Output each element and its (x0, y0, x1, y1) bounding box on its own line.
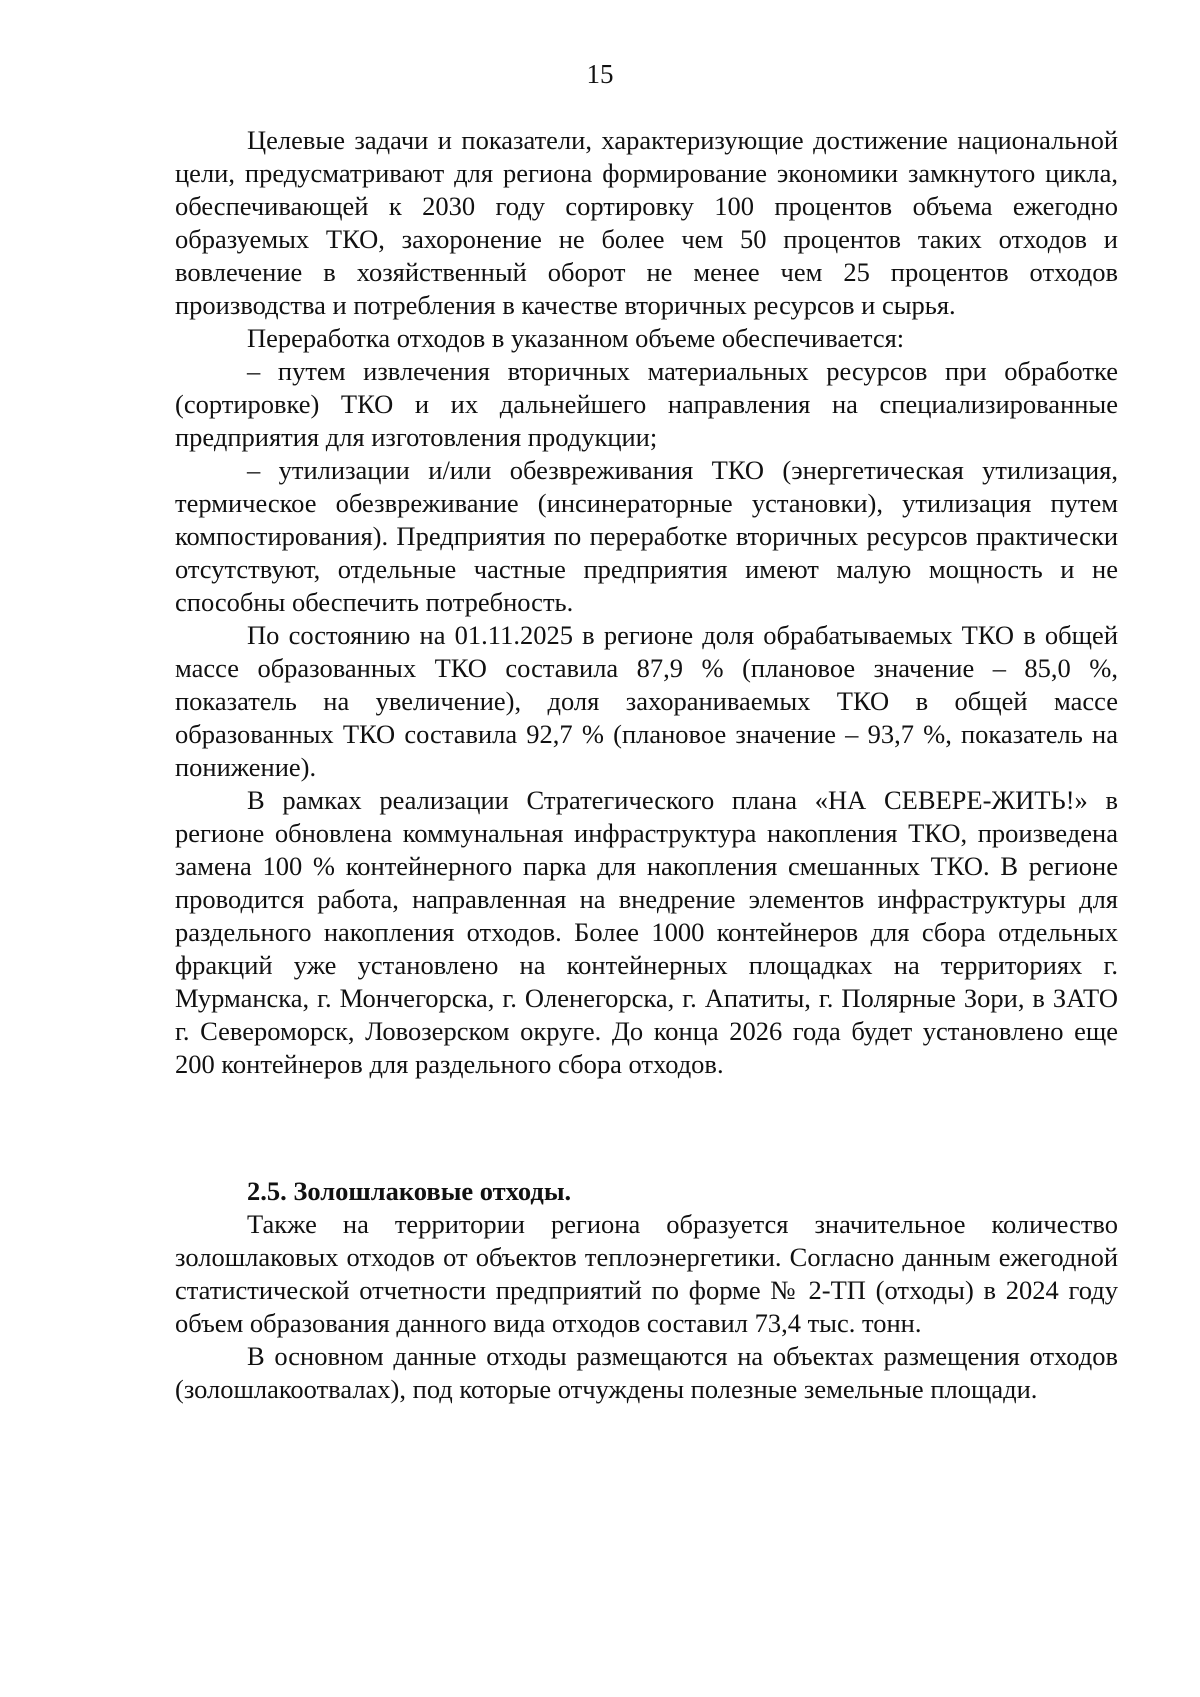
paragraph-target-tasks: Целевые задачи и показатели, характеризующие достижение национальной цели, предусматривают для региона формирование экономики замкнутого цикла, обеспечивающей к 2030 году сортировку 100 процентов объема ежегодно образуемых ТКО, захоронение не более чем 50 процентов таких отходов и вовлечение в хозяйственный оборот не менее чем 25 процентов отходов производства и потребления в качестве вторичных ресурсов и сырья. (175, 125, 1118, 320)
page-number: 15 (586, 59, 614, 89)
list-item-utilization: – утилизации и/или обезвреживания ТКО (энергетическая утилизация, термическое обезвреживание (инсинераторные установки), утилизация путем компостирования). Предприятия по переработке вторичных ресурсов практически отсутствуют, отдельные частные предприятия имеют малую мощность и не способны обеспечить потребность. (175, 455, 1118, 617)
paragraph-ash-slag-placement: В основном данные отходы размещаются на объектах размещения отходов (золошлакоотвалах), под которые отчуждены полезные земельные площади. (175, 1341, 1118, 1404)
paragraph-strategic-plan: В рамках реализации Стратегического плана «НА СЕВЕРЕ-ЖИТЬ!» в регионе обновлена коммунальная инфраструктура накопления ТКО, произведена замена 100 % контейнерного парка для накопления смешанных ТКО. В регионе проводится работа, направленная на внедрение элементов инфраструктуры для раздельного накопления отходов. Более 1000 контейнеров для сбора отдельных фракций уже установлено на контейнерных площадках на территориях г. Мурманска, г. Мончегорска, г. Оленегорска, г. Апатиты, г. Полярные Зори, в ЗАТО г. Североморск, Ловозерском округе. До конца 2026 года будет установлено еще 200 контейнеров для раздельного сбора отходов. (175, 785, 1118, 1079)
paragraph-status-2025: По состоянию на 01.11.2025 в регионе доля обрабатываемых ТКО в общей массе образованных ТКО составила 87,9 % (плановое значение – 85,0 %, показатель на увеличение), доля захораниваемых ТКО в общей массе образованных ТКО составила 92,7 % (плановое значение – 93,7 %, показатель на понижение). (175, 620, 1118, 782)
paragraph-processing-intro: Переработка отходов в указанном объеме обеспечивается: (247, 323, 905, 353)
paragraph-ash-slag-volume: Также на территории региона образуется значительное количество золошлаковых отходов от объектов теплоэнергетики. Согласно данным ежегодной статистической отчетности предприятий по форме № 2-ТП (отходы) в 2024 году объем образования данного вида отходов составил 73,4 тыс. тонн. (175, 1209, 1118, 1338)
section-spacer (175, 1081, 1118, 1175)
section-heading: 2.5. Золошлаковые отходы. (247, 1176, 572, 1206)
list-item-extraction: – путем извлечения вторичных материальных ресурсов при обработке (сортировке) ТКО и их дальнейшего направления на специализированные предприятия для изготовления продукции; (175, 356, 1118, 452)
document-body (175, 124, 1118, 1406)
